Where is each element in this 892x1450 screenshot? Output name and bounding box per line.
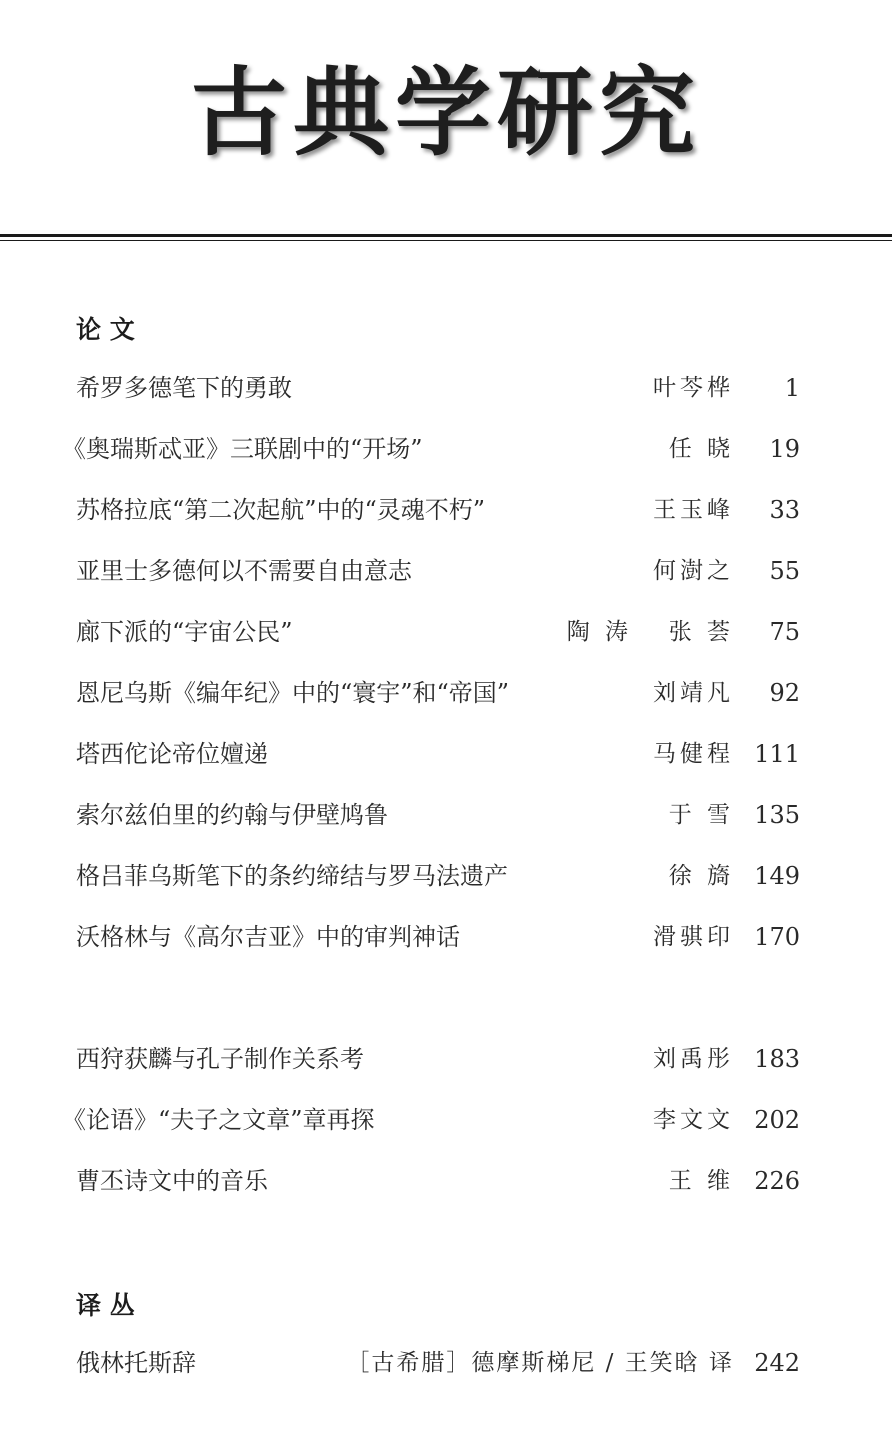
toc-entry[interactable] [0, 795, 892, 835]
entry-title: 俄林托斯辞 [76, 1349, 196, 1377]
entry-author: 叶芩桦 [653, 375, 734, 401]
entry-author: 张 荟 [668, 619, 734, 645]
entry-author: 何澍之 [653, 558, 734, 584]
entry-title: 亚里士多德何以不需要自由意志 [76, 557, 412, 585]
entry-title: 恩尼乌斯《编年纪》中的“寰宇”和“帝国” [76, 679, 510, 707]
toc-entry[interactable] [0, 917, 892, 957]
toc-entry[interactable] [0, 673, 892, 713]
entry-title: 格吕菲乌斯笔下的条约缔结与罗马法遗产 [76, 862, 508, 890]
toc-entry[interactable] [0, 429, 892, 469]
entry-page: 111 [754, 740, 800, 768]
toc-entry[interactable] [0, 1039, 892, 1079]
entry-title: 塔西佗论帝位嬗递 [76, 740, 268, 768]
entry-page: 202 [754, 1106, 800, 1134]
entry-author: 滑骐印 [653, 924, 734, 950]
entry-author: 徐 旖 [668, 863, 734, 889]
entry-title: 沃格林与《高尔吉亚》中的审判神话 [76, 923, 460, 951]
entry-title: 廊下派的“宇宙公民” [76, 618, 293, 646]
toc-entry[interactable] [0, 368, 892, 408]
entry-author: 刘禹彤 [653, 1046, 734, 1072]
entry-page: 92 [769, 679, 800, 707]
entry-title: 索尔兹伯里的约翰与伊壁鸠鲁 [76, 801, 388, 829]
entry-author: 任 晓 [668, 436, 734, 462]
masthead-rule-thick [0, 234, 892, 237]
entry-page: 33 [769, 496, 800, 524]
entry-title: 《论语》“夫子之文章”章再探 [62, 1106, 375, 1134]
toc-entry[interactable] [0, 490, 892, 530]
entry-page: 183 [754, 1045, 800, 1073]
entry-author-first: 陶 涛 [566, 619, 632, 645]
entry-page: 1 [784, 374, 800, 402]
entry-author: ［古希腊］德摩斯梯尼 / 王笑晗 译 [346, 1350, 734, 1376]
masthead-rule-thin [0, 240, 892, 241]
entry-author: 马健程 [653, 741, 734, 767]
entry-author: 刘靖凡 [653, 680, 734, 706]
toc-entry[interactable] [0, 1100, 892, 1140]
entry-page: 75 [769, 618, 800, 646]
entry-page: 135 [754, 801, 800, 829]
toc-entry[interactable] [0, 1343, 892, 1383]
entry-author: 王玉峰 [653, 497, 734, 523]
entry-page: 226 [754, 1167, 800, 1195]
toc-entry[interactable] [0, 1161, 892, 1201]
entry-author: 李文文 [653, 1107, 734, 1133]
journal-masthead: 古典学研究 [191, 56, 701, 169]
entry-title: 希罗多德笔下的勇敢 [76, 374, 292, 402]
entry-title: 西狩获麟与孔子制作关系考 [76, 1045, 364, 1073]
entry-page: 242 [754, 1349, 800, 1377]
toc-entry[interactable] [0, 734, 892, 774]
entry-author: 王 维 [668, 1168, 734, 1194]
toc-entry[interactable] [0, 551, 892, 591]
section-heading-papers: 论 文 [76, 315, 135, 344]
entry-page: 55 [769, 557, 800, 585]
entry-title: 苏格拉底“第二次起航”中的“灵魂不朽” [76, 496, 486, 524]
entry-page: 19 [769, 435, 800, 463]
entry-title: 曹丕诗文中的音乐 [76, 1167, 268, 1195]
toc-entry[interactable] [0, 612, 892, 652]
entry-page: 149 [754, 862, 800, 890]
toc-entry[interactable] [0, 856, 892, 896]
entry-page: 170 [754, 923, 800, 951]
entry-title: 《奥瑞斯忒亚》三联剧中的“开场” [62, 435, 423, 463]
section-heading-translations: 译 丛 [76, 1291, 135, 1320]
entry-author: 于 雪 [668, 802, 734, 828]
